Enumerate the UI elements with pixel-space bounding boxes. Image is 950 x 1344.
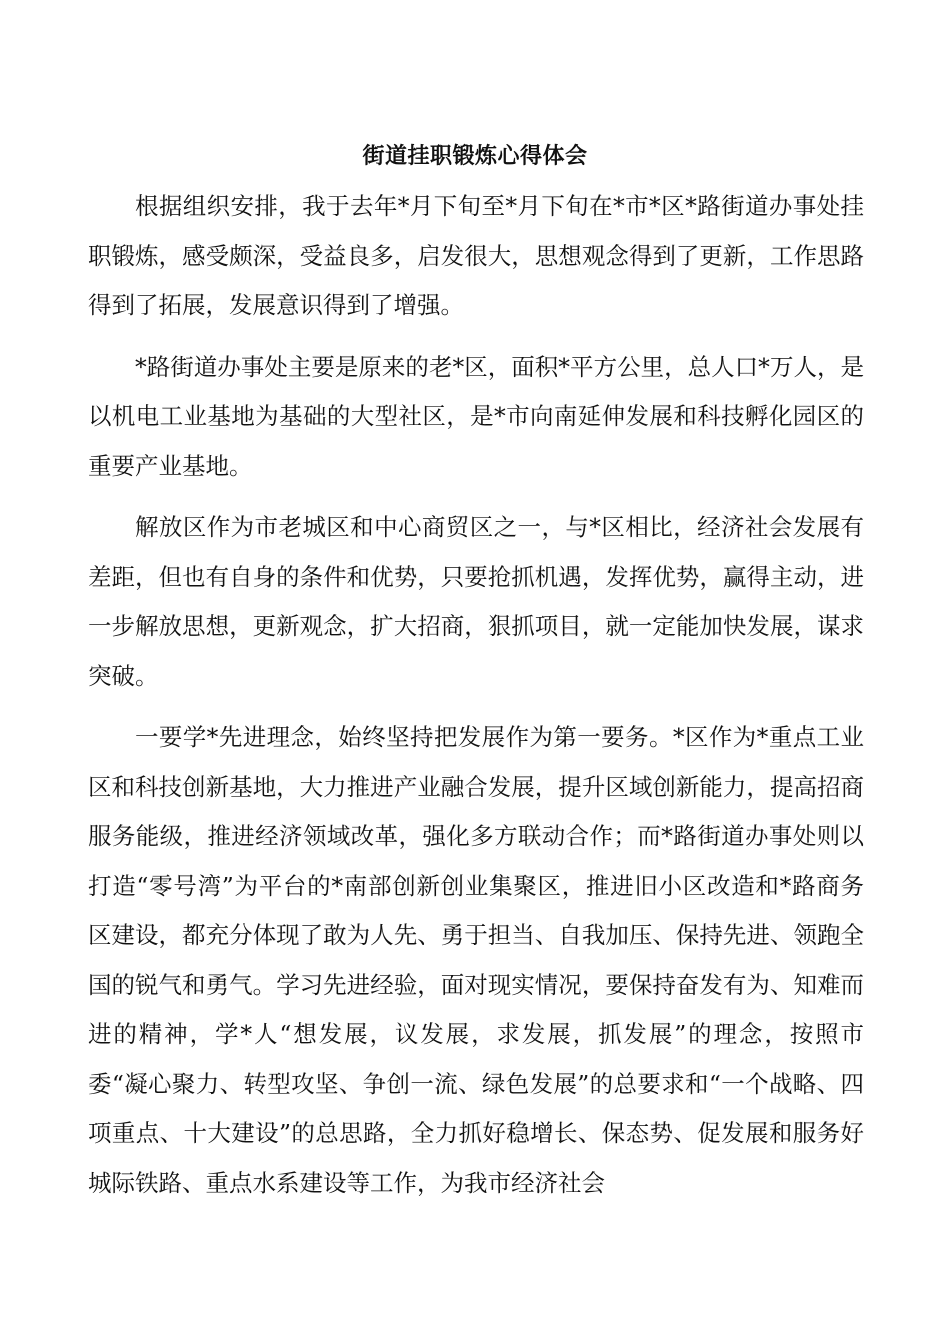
paragraph-4: 一要学*先进理念，始终坚持把发展作为第一要务。*区作为*重点工业区和科技创新基地，大力推进产业融合发展，提升区域创新能力，提高招商服务能级，推进经济领域改革，强化多方联动合作；而*路街道办事处则以打造“零号湾”为平台的*南部创新创业集聚区，推进旧小区改造和*路商务区建设，都充分体现了敢为人先、勇于担当、自我加压、保持先进、领跑全国的锐气和勇气。学习先进经验，面对现实情况，要保持奋发有为、知难而进的精神，学*人“想发展，议发展，求发展，抓发展”的理念，按照市委“凝心聚力、转型攻坚、争创一流、绿色发展”的总要求和“一个战略、四项重点、十大建设”的总思路，全力抓好稳增长、保态势、促发展和服务好城际铁路、重点水系建设等工作，为我市经济社会 (88, 723, 864, 1197)
paragraph-2: *路街道办事处主要是原来的老*区，面积*平方公里，总人口*万人，是以机电工业基地为基础的大型社区，是*市向南延伸发展和科技孵化园区的重要产业基地。 (88, 352, 864, 480)
paragraph-1: 根据组织安排，我于去年*月下旬至*月下旬在*市*区*路街道办事处挂职锻炼，感受颇深，受益良多，启发很大，思想观念得到了更新，工作思路得到了拓展，发展意识得到了增强。 (88, 192, 864, 319)
document-title: 街道挂职锻炼心得体会 (362, 144, 588, 169)
paragraph-3: 解放区作为市老城区和中心商贸区之一，与*区相比，经济社会发展有差距，但也有自身的条件和优势，只要抢抓机遇，发挥优势，赢得主动，进一步解放思想，更新观念，扩大招商，狠抓项目，就一定能加快发展，谋求突破。 (88, 513, 864, 690)
document-body (88, 182, 864, 1208)
